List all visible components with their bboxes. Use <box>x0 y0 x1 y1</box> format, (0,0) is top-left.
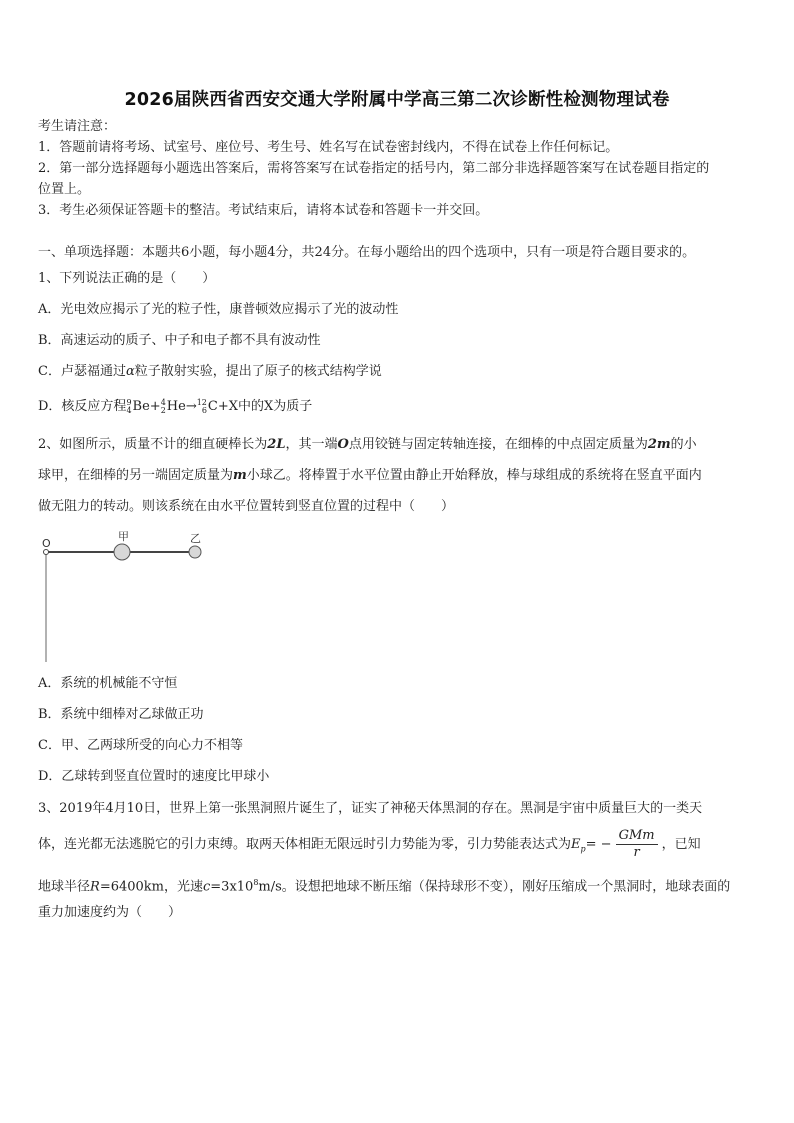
q3-text: m/s。设想把地球不断压缩（保持球形不变），刚好压缩成一个黑洞时，地球表面的 <box>258 879 731 895</box>
exponent: 8 <box>253 878 259 887</box>
diagram-label-jia: 甲 <box>118 530 129 543</box>
q3-text: 体，连光都无法逃脱它的引力束缚。取两天体相距无限远时引力势能为零，引力势能表达式为 <box>38 837 572 852</box>
q2-option-b: B．系统中细棒对乙球做正功 <box>38 707 204 722</box>
notice-item-2-cont: 位置上。 <box>38 182 91 197</box>
point-o: O <box>337 437 349 452</box>
alpha-symbol: α <box>125 364 135 379</box>
pivot-point <box>44 550 49 555</box>
ep-symbol <box>571 837 586 852</box>
notice-heading: 考生请注意： <box>38 119 117 134</box>
notice-item-2: 2．第一部分选择题每小题选出答案后，需将答案写在试卷指定的括号内，第二部分非选择题答案写在试卷题目指定的 <box>38 161 710 176</box>
x-symbol: X <box>228 399 239 414</box>
q2-text: 2、如图所示，质量不计的细直硬棒长为 <box>38 437 268 452</box>
q2-text: 的小 <box>670 437 697 452</box>
q1-d-suffix: 中的X为质子 <box>238 399 313 414</box>
diagram-label-yi: 乙 <box>190 532 201 545</box>
be-symbol: Be <box>132 399 150 414</box>
q2-stem-line-3: 做无阻力的转动。则该系统在由水平位置转到竖直位置的过程中（ ） <box>38 499 455 514</box>
q1-option-c <box>38 363 760 381</box>
p-subscript: p <box>580 844 586 854</box>
reaction-arrow: → <box>185 399 197 414</box>
rod-diagram <box>34 528 214 668</box>
length-2l: 2L <box>267 437 286 452</box>
c-nucleon-numbers <box>197 399 207 415</box>
q1-option-a: A．光电效应揭示了光的粒子性，康普顿效应揭示了光的波动性 <box>38 302 399 317</box>
notice-item-3: 3．考生必须保证答题卡的整洁。考试结束后，请将本试卷和答题卡一并交回。 <box>38 203 489 218</box>
q1-c-suffix: 粒子散射实验，提出了原子的核式结构学说 <box>134 364 382 379</box>
he-mass-number: 4 <box>160 397 166 407</box>
c-mass-number: 12 <box>196 397 207 407</box>
notice-item-1: 1．答题前请将考场、试室号、座位号、考生号、姓名写在试卷密封线内，不得在试卷上作任何标记。 <box>38 140 619 155</box>
q3-text: =6400km，光速 <box>99 879 203 895</box>
q1-option-b: B．高速运动的质子、中子和电子都不具有波动性 <box>38 333 321 348</box>
c-symbol: C <box>207 399 218 414</box>
page-title: 2026届陕西省西安交通大学附属中学高三第二次诊断性检测物理试卷 <box>124 90 670 110</box>
potential-fraction <box>616 828 658 861</box>
q1-d-prefix: D．核反应方程 <box>38 399 127 414</box>
e-letter: E <box>571 837 581 852</box>
q3-stem-line-4: 重力加速度约为（ ） <box>38 905 182 920</box>
plus-sign-2: + <box>217 399 229 414</box>
q1-stem: 1、下列说法正确的是（ ） <box>38 271 216 286</box>
he-atomic-number: 2 <box>160 405 166 415</box>
q3-text: ，已知 <box>661 837 701 852</box>
q1-c-prefix: C．卢瑟福通过 <box>38 364 126 379</box>
fraction-numerator: GMm <box>616 828 658 845</box>
q2-stem-line-1 <box>38 436 760 454</box>
plus-sign: + <box>149 399 161 414</box>
be-mass-number: 9 <box>126 397 132 407</box>
be-nucleon-numbers <box>126 399 131 415</box>
radius-r: R <box>90 879 100 895</box>
q2-option-d: D．乙球转到竖直位置时的速度比甲球小 <box>38 769 270 784</box>
section-heading: 一、单项选择题：本题共6小题，每小题4分，共24分。在每小题给出的四个选项中，只有一项是符合题目要求的。 <box>38 245 696 260</box>
q1-option-d <box>38 398 760 416</box>
q2-text: 点用铰链与固定转轴连接，在细棒的中点固定质量为 <box>348 437 648 452</box>
ball-jia <box>114 544 130 560</box>
q3-stem-line-2 <box>38 828 760 867</box>
q3-text: =3x10 <box>210 879 254 895</box>
he-nucleon-numbers <box>161 399 166 415</box>
q3-stem-line-3 <box>38 874 760 896</box>
mass-2m: 2m <box>647 437 671 452</box>
c-atomic-number: 6 <box>201 405 207 415</box>
q3-text: 地球半径 <box>38 879 91 895</box>
q2-option-c: C．甲、乙两球所受的向心力不相等 <box>38 738 243 753</box>
fraction-denominator: r <box>633 845 640 860</box>
q2-stem-line-2 <box>38 467 760 485</box>
q2-text: 小球乙。将棒置于水平位置由静止开始释放，棒与球组成的系统将在竖直平面内 <box>246 468 702 483</box>
q2-text: ，其一端 <box>285 437 338 452</box>
be-atomic-number: 4 <box>126 405 132 415</box>
q2-option-a: A．系统的机械能不守恒 <box>38 676 178 691</box>
q2-text: 球甲，在细棒的另一端固定质量为 <box>38 468 234 483</box>
diagram-label-o: O <box>42 537 51 550</box>
equals-minus: = − <box>585 837 612 852</box>
ball-yi <box>189 546 201 558</box>
q3-stem-line-1: 3、2019年4月10日，世界上第一张黑洞照片诞生了，证实了神秘天体黑洞的存在。黑洞是宇宙中质量巨大的一类天 <box>38 801 703 816</box>
speed-c: c <box>203 879 211 895</box>
he-symbol: He <box>166 399 186 414</box>
mass-m: m <box>233 468 247 483</box>
